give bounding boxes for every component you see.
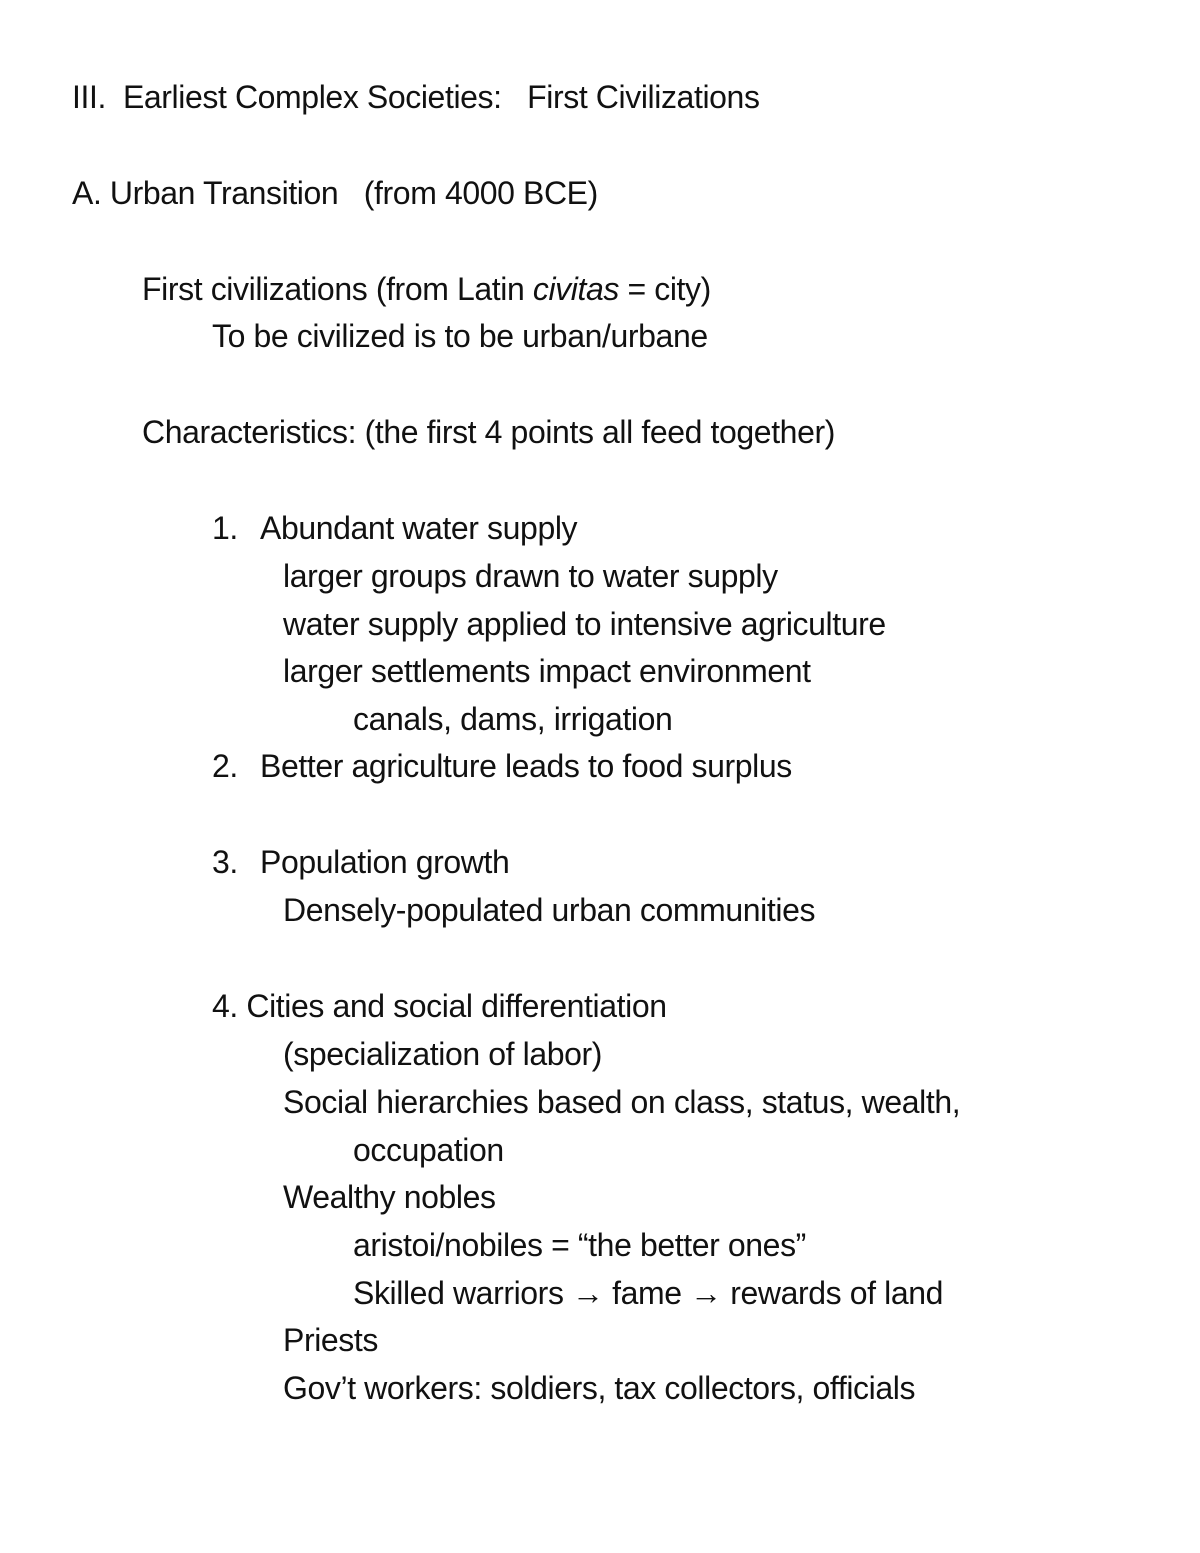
heading-numeral: III. bbox=[72, 79, 106, 115]
item-4-subpoint: occupation bbox=[353, 1132, 504, 1168]
heading-title: Earliest Complex Societies: First Civilizations bbox=[122, 79, 760, 115]
item-3-number: 3. bbox=[212, 844, 238, 880]
item-4-point: Gov’t workers: soldiers, tax collectors, officials bbox=[283, 1370, 916, 1406]
item-1-subpoint: canals, dams, irrigation bbox=[353, 701, 673, 737]
item-3-title: Population growth bbox=[260, 844, 510, 880]
item-4-point: Social hierarchies based on class, status, wealth, bbox=[283, 1084, 961, 1120]
heading-line bbox=[72, 77, 760, 117]
item-3-point: Densely-populated urban communities bbox=[283, 892, 816, 928]
item-1-title: Abundant water supply bbox=[260, 510, 578, 546]
item-2-title-line bbox=[212, 746, 792, 786]
item-4-point: Wealthy nobles bbox=[283, 1179, 496, 1215]
first-civ-text: First civilizations (from Latin bbox=[142, 271, 533, 307]
first-civilizations-line bbox=[142, 269, 711, 309]
item-4-title: 4. Cities and social differentiation bbox=[212, 988, 667, 1024]
item-4-point: Priests bbox=[283, 1322, 378, 1358]
item-4-subpoint: aristoi/nobiles = “the better ones” bbox=[353, 1227, 806, 1263]
characteristics-intro: Characteristics: (the first 4 points all feed together) bbox=[142, 414, 835, 450]
latin-word: civitas bbox=[532, 271, 619, 307]
first-civ-text-end: = city) bbox=[618, 271, 711, 307]
item-1-point: larger settlements impact environment bbox=[283, 653, 811, 689]
item-3-title-line bbox=[212, 842, 509, 882]
civilized-definition: To be civilized is to be urban/urbane bbox=[212, 318, 708, 354]
item-1-number: 1. bbox=[212, 510, 238, 546]
item-1-point: larger groups drawn to water supply bbox=[283, 558, 778, 594]
item-4-point: (specialization of labor) bbox=[283, 1036, 603, 1072]
section-a-date: (from 4000 BCE) bbox=[363, 175, 598, 211]
item-2-number: 2. bbox=[212, 748, 238, 784]
item-1-title-line bbox=[212, 508, 577, 548]
item-1-point: water supply applied to intensive agriculture bbox=[283, 606, 886, 642]
section-a-label: A. Urban Transition bbox=[72, 175, 339, 211]
item-4-subpoint: Skilled warriors → fame → rewards of land bbox=[353, 1275, 944, 1311]
item-2-title: Better agriculture leads to food surplus bbox=[260, 748, 792, 784]
section-a-line bbox=[72, 173, 598, 213]
